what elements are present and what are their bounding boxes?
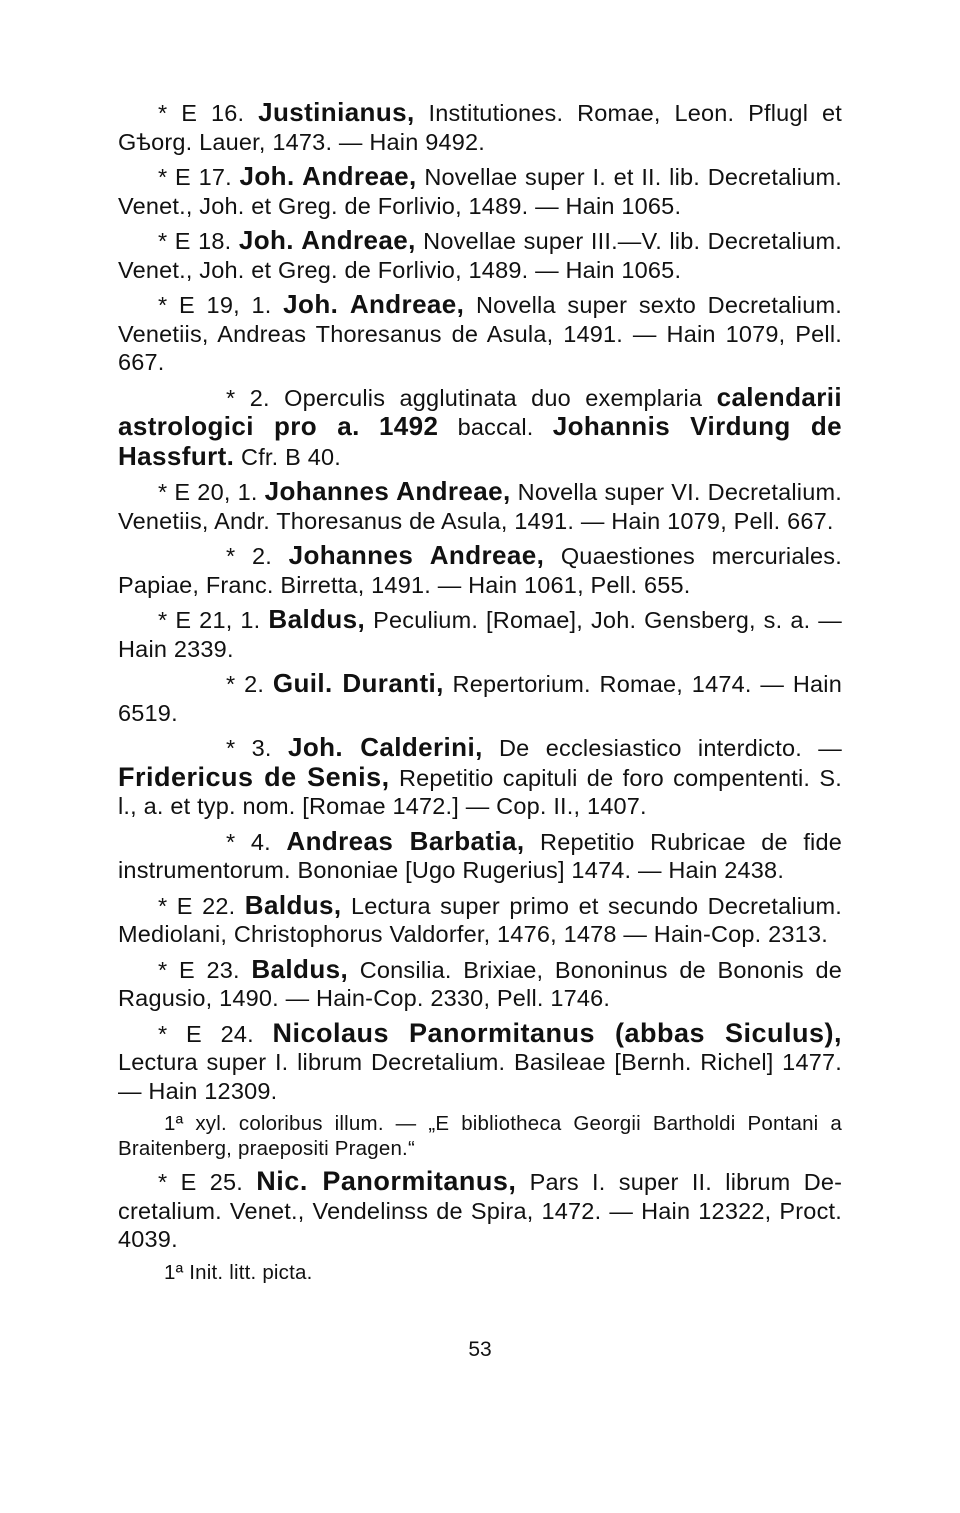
- entry-prefix: * 2.: [226, 384, 285, 411]
- entry-e24-note: [118, 1111, 842, 1161]
- entry-prefix: * E 21, 1.: [158, 607, 269, 633]
- entry-e21-2: [118, 669, 842, 727]
- entry-e18: [118, 226, 842, 284]
- entry-prefix: * E 16.: [158, 100, 259, 126]
- author-name: Justinianus,: [258, 97, 415, 127]
- author-name: Nic. Panormitanus,: [256, 1166, 517, 1196]
- entry-text: Consilia. Brixiae, Bononinus de Bononis de Ragusio, 1490. — Hain-Cop. 2330, Pell. 1746.: [118, 956, 842, 1011]
- author-name: Baldus,: [268, 604, 366, 634]
- entry-prefix: * E 19, 1.: [158, 292, 284, 318]
- entry-text: Novella super VI. Decretalium. Venetiis, Andr. Thoresanus de Asula, 1491. — Hain 1079, Pell. 667.: [118, 479, 842, 534]
- entry-e25: [118, 1167, 842, 1254]
- entry-e23: [118, 955, 842, 1013]
- entry-text: [360, 414, 379, 440]
- author-name: Johannes Andreae,: [264, 476, 511, 506]
- entry-e19-1: [118, 290, 842, 377]
- year-name: 1492: [378, 411, 439, 441]
- author-name: Baldus,: [244, 889, 342, 920]
- entry-prefix: * 3.: [226, 735, 288, 761]
- entry-text: Cfr. B 40.: [234, 443, 341, 470]
- author-name: Guil. Duranti,: [272, 668, 444, 698]
- entry-e25-note: [118, 1260, 842, 1285]
- entry-prefix: * E 24.: [158, 1020, 273, 1047]
- entry-e17: [118, 162, 842, 220]
- entry-prefix: * E 20, 1.: [158, 479, 265, 505]
- entry-e24: [118, 1019, 842, 1106]
- entry-text: Lectura super I. librum Decretalium. Basileae [Bernh. Richel] 1477. — Hain 12309.: [118, 1049, 842, 1104]
- entry-text: Institutiones. Romae, Leon. Pflugl et Gѣorg. Lauer, 1473. — Hain 9492.: [118, 100, 842, 155]
- entry-text: Lectura super primo et secundo Decretalium. Mediolani, Christophorus Valdorfer, 1476, 1478 — Hain-Cop. 2313.: [118, 892, 842, 947]
- author-name: Joh. Andreae,: [238, 225, 416, 255]
- entry-e19-2: [118, 383, 842, 472]
- entry-text: Peculium. [Romae], Joh. Gensberg, s. a. — Hain 2339.: [118, 607, 843, 662]
- entry-e16: [118, 98, 842, 156]
- author-name: Johannes Andreae,: [288, 540, 545, 570]
- entry-e21-3: [118, 733, 842, 821]
- entry-prefix: * E 17.: [158, 164, 240, 190]
- entry-e22: [118, 891, 842, 949]
- author-name: Joh. Andreae,: [283, 289, 465, 319]
- page-number: 53: [468, 1338, 492, 1361]
- author-name: Joh. Calderini,: [287, 732, 483, 762]
- author-name: Joh. Andreae,: [239, 161, 417, 191]
- author-name: Fridericus de Senis,: [118, 761, 390, 792]
- entry-text: Quaestiones mercuriales. Papiae, Franc. Birretta, 1491. — Hain 1061, Pell. 655.: [118, 543, 842, 598]
- author-name: Baldus,: [251, 953, 349, 984]
- entry-text: De ecclesiastico interdicto. —: [482, 735, 842, 761]
- entry-text: Novellae super III.—V. lib. Decretalium. Venet., Joh. et Greg. de Forlivio, 1489. — Hain 1065.: [118, 228, 842, 283]
- entry-prefix: * 4.: [226, 828, 287, 855]
- entry-text: Pars I. super II. librum Decretalium. Venet., Vendelinss de Spira, 1472. — Hain 12322, Proct. 4039.: [118, 1169, 842, 1252]
- entry-e20-2: [118, 541, 842, 599]
- author-name: Nicolaus Panormitanus (abbas Siculus),: [272, 1017, 842, 1048]
- entry-prefix: * 2.: [226, 543, 289, 569]
- note-text: 1ª xyl. coloribus illum. — „E bibliotheca Georgii Bartholdi Pontani a Braitenberg, praepositi Pragen.“: [118, 1112, 842, 1160]
- entry-text: Novellae super I. et II. lib. Decretalium. Venet., Joh. et Greg. de Forlivio, 1489. — Hain 1065.: [118, 164, 843, 219]
- entry-text: Operculis agglutinata duo exemplaria: [284, 384, 717, 411]
- title-name: calendarii astrologici pro a.: [118, 381, 842, 441]
- entry-prefix: * E 18.: [158, 228, 239, 254]
- entry-prefix: * E 22.: [158, 892, 245, 919]
- entry-text: Repertorium. Romae, 1474. — Hain 6519.: [118, 671, 842, 726]
- entry-prefix: * 2.: [226, 671, 273, 697]
- author-name: Johannis Virdung de Hassfurt.: [118, 411, 842, 471]
- entry-text: Repetitio Rubricae de fide instrumentorum. Bononiae [Ugo Rugerius] 1474. — Hain 2438.: [118, 828, 843, 883]
- catalog-page: [118, 98, 842, 1291]
- entry-e21-4: [118, 827, 842, 885]
- entry-e21-1: [118, 605, 842, 663]
- entry-text: baccal.: [438, 414, 553, 440]
- entry-prefix: * E 25.: [158, 1169, 257, 1195]
- entry-prefix: * E 23.: [158, 956, 252, 983]
- entry-text: Novella super sexto Decretalium. Venetiis, Andreas Thoresanus de Asula, 1491. — Hain 1079, Pell. 667.: [118, 292, 842, 375]
- entry-e20-1: [118, 477, 842, 535]
- note-text: 1ª Init. litt. picta.: [164, 1260, 313, 1284]
- entry-text: Repetitio capituli de foro compententi. S. l., a. et typ. nom. [Romae 1472.] — Cop. II., 1407.: [118, 764, 843, 819]
- author-name: Andreas Barbatia,: [286, 825, 525, 856]
